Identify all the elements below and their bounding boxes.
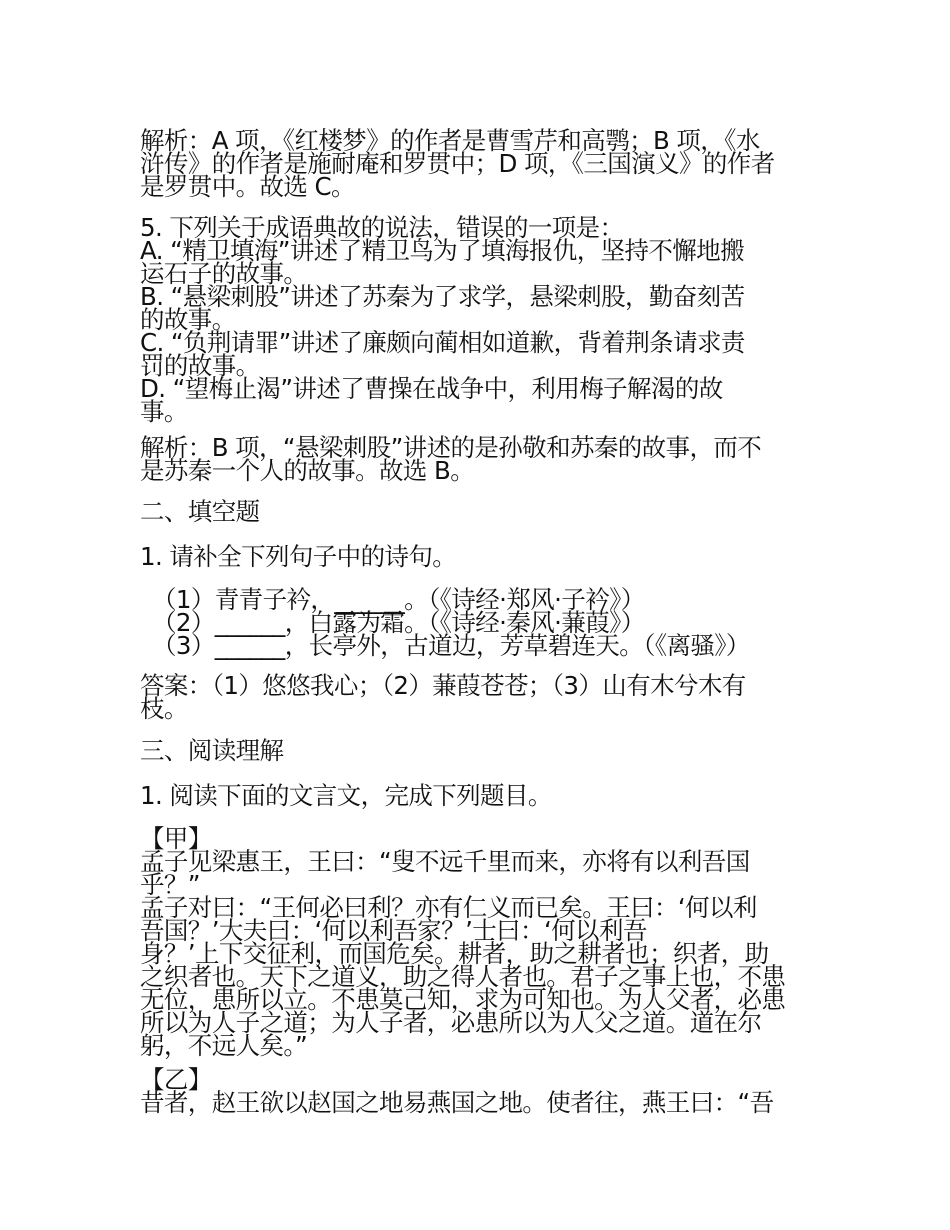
text-line: 是苏秦一个人的故事。故选 B。	[140, 456, 475, 485]
text-line: 解析：A 项，《红楼梦》的作者是曹雪芹和高鹗；B 项，《水	[140, 126, 760, 155]
reading-question-1: 1. 阅读下面的文言文，完成下列题目。	[140, 781, 552, 810]
section-heading-reading: 三、阅读理解	[140, 736, 284, 765]
option-d-line: D. “望梅止渴”讲述了曹操在战争中，利用梅子解渴的故	[140, 374, 723, 403]
option-c-line: 罚的故事。	[140, 351, 260, 380]
passage-line: 吾国？’大夫曰：‘何以利吾家？’士曰：‘何以利吾	[140, 916, 647, 945]
option-a-line: 运石子的故事。	[140, 259, 308, 288]
passage-line: 躬，不远人矣。”	[140, 1031, 308, 1060]
passage-jia	[140, 824, 815, 1080]
passage-line: 无位，患所以立。不患莫己知，求为可知也。为人父者，必患	[140, 985, 786, 1014]
text-line: 解析：B 项，“悬梁刺股”讲述的是孙敬和苏秦的故事，而不	[140, 433, 762, 462]
analysis-q5	[140, 433, 815, 485]
poem-item: （1）青青子衿，______。（《诗经·郑风·子衿》）	[152, 585, 645, 614]
passage-line: 之织者也。天下之道义，助之得人者也。君子之事上也，不患	[140, 962, 786, 991]
passage-line: 身？’上下交征利，而国危矣。耕者，助之耕者也；织者，助	[140, 939, 769, 968]
option-c-line: C. “负荆请罪”讲述了廉颇向蔺相如道歉，背着荆条请求责	[140, 328, 745, 357]
passage-line: 昔者，赵王欲以赵国之地易燕国之地。使者往，燕王曰：“吾	[140, 1088, 774, 1117]
text-line: 浒传》的作者是施耐庵和罗贯中；D 项，《三国演义》的作者	[140, 149, 775, 178]
poem-blanks	[140, 585, 815, 660]
text-line: 是罗贯中。故选 C。	[140, 172, 355, 201]
question-stem: 5. 下列关于成语典故的说法，错误的一项是：	[140, 213, 624, 242]
answer-block	[140, 671, 815, 723]
passage-line: 孟子对曰：“王何必曰利？亦有仁义而已矣。王曰：‘何以利	[140, 893, 757, 922]
option-a-line: A. “精卫填海”讲述了精卫鸟为了填海报仇，坚持不懈地搬	[140, 236, 744, 265]
passage-line: 孟子见梁惠王，王曰：“叟不远千里而来，亦将有以利吾国	[140, 847, 750, 876]
passage-yi	[140, 1065, 815, 1117]
analysis-q4	[140, 126, 815, 201]
question-5	[140, 213, 815, 426]
poem-item: （2）______，白露为霜。（《诗经·秦风·蒹葭》）	[152, 608, 645, 637]
passage-line: 乎？”	[140, 870, 200, 899]
option-d-line: 事。	[140, 397, 188, 426]
option-b-line: B. “悬梁刺股”讲述了苏秦为了求学，悬梁刺股，勤奋刻苦	[140, 282, 745, 311]
poem-item: （3）______，长亭外，古道边，芳草碧连天。（《离骚》）	[152, 631, 750, 660]
text-line: 枝。	[140, 694, 188, 723]
passage-label: 【甲】	[140, 824, 212, 853]
option-b-line: 的故事。	[140, 305, 236, 334]
passage-line: 所以为人子之道；为人子者，必患所以为人父之道。道在尔	[140, 1008, 762, 1037]
fill-question-1: 1. 请补全下列句子中的诗句。	[140, 542, 457, 571]
passage-label: 【乙】	[140, 1065, 212, 1094]
text-line: 答案：（1）悠悠我心；（2）蒹葭苍苍；（3）山有木兮木有	[140, 671, 746, 700]
section-heading-fill-blank: 二、填空题	[140, 497, 260, 526]
